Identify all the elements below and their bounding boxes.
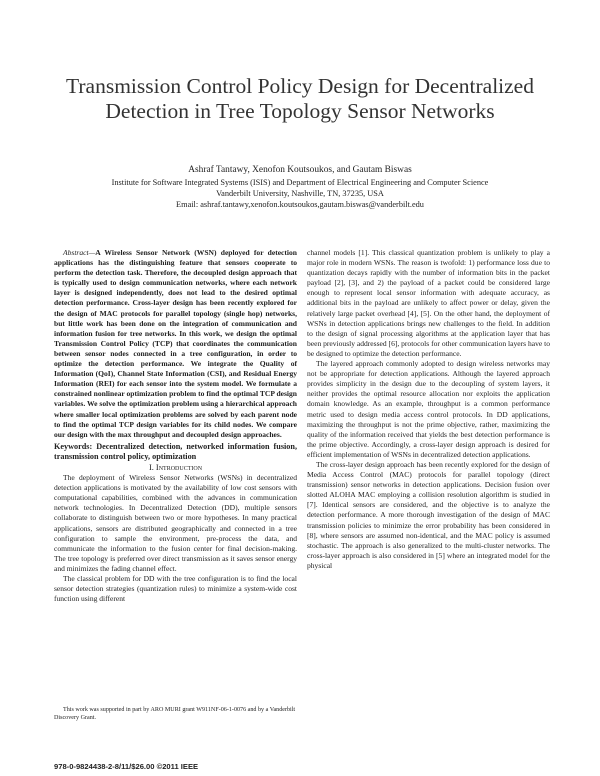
body-paragraph: The layered approach commonly adopted to design wireless networks may not be appropriate for detection applications. Although the layered approach provides simplicity in the design due to the decoupling of system layers, it neither provides the optimal resource allocation nor exploits the application domain knowledge. As an example, throughput is a common performance metric used to design media access control protocols. In DD applications, maximizing the throughput is not the prime objective, rather, maximizing the quality of the information received that yields the best detection performance is the prime objective. Accordingly, a cross-layer design approach is desired for efficient implementation of WSNs in decentralized detection applications. — [307, 359, 550, 459]
affiliation-block — [40, 177, 560, 210]
email: Email: ashraf.tantawy,xenofon.koutsoukos,gautam.biswas@vanderbilt.edu — [176, 200, 424, 209]
abstract: Abstract—A Wireless Sensor Network (WSN) deployed for detection applications has the distinguishing feature that sensors cooperate to perform the detection task. Therefore, the decoupled design approach that is typically used to design communication networks, where each network layer is designed independently, does not lead to the desired optimal detection performance. Cross-layer design has been recently explored for the design of MAC protocols for parallel topology (single hop) networks, but little work has been done on the integration of communication and information fusion for tree networks. In this work, we design the optimal Transmission Control Policy (TCP) that coordinates the communication between sensor nodes connected in a tree configuration, in order to optimize the detection performance. We integrate the Quality of Information (QoI), Channel State Information (CSI), and Residual Energy Information (REI) for each sensor into the system model. We formulate a constrained nonlinear optimization problem to find the optimal TCP design variables. We solve the optimization problem using a hierarchical approach where smaller local optimization problems are solved by each parent node to find the optimal TCP design variables for its child nodes. We compare our design with the max throughput and decoupled design approaches. — [54, 248, 297, 439]
body-paragraph: The deployment of Wireless Sensor Networks (WSNs) in decentralized detection applications is motivated by the availability of low cost sensors with computational capabilities, combined with the advances in communication network technologies. In Decentralized Detection (DD), multiple sensors collaborate to distinguish between two or more hypotheses. In many practical applications, sensors are distributed geographically and connected in a tree configuration to sample the environment, pre-process the data, and communicate the information to the fusion center for final decision-making. The tree topology is preferred over direct transmission as it saves sensor energy and minimizes the fading channel effect. — [54, 473, 297, 573]
copyright-footer: 978-0-9824438-2-8/11/$26.00 ©2011 IEEE — [54, 762, 199, 771]
abstract-lead: Abstract — [63, 248, 89, 257]
body-paragraph: The classical problem for DD with the tree configuration is to find the local sensor detection strategies (quantization rules) to minimize a system-wide cost function using different — [54, 574, 297, 604]
right-column — [307, 248, 550, 571]
body-paragraph: channel models [1]. This classical quantization problem is unlikely to play a major role in modern WSNs. The reason is twofold: 1) performance loss due to quantization decays rapidly with the number of information bits in the packet payload [2], [3], and 2) the payload of a packet could be considered large enough to represent local sensor information with adequate accuracy, as additional bits in the payload are unlikely to affect power or delay, given the relatively large packet overhead [4], [5]. On the other hand, the deployment of WSNs in detection applications brings new challenges to the field. In addition to the design of signal processing algorithms at the application layer that has been previously addressed [6], protocols for other communication layers have to be designed to optimize the detection performance. — [307, 248, 550, 358]
author-list: Ashraf Tantawy, Xenofon Koutsoukos, and Gautam Biswas — [188, 165, 412, 175]
footnote: This work was supported in part by ARO MURI grant W911NF-06-1-0076 and by a Vanderbilt Discovery Grant. — [54, 707, 296, 721]
body-paragraph: The cross-layer design approach has been recently explored for the design of Media Access Control (MAC) protocols for parallel topology (direct transmission) sensor networks in detection applications. Decision fusion over slotted ALOHA MAC employing a collision resolution algorithm is studied in [7]. Identical sensors are considered, and the objective is to analyze the detection performance. A more thorough investigation of the design of MAC transmission policies to minimize the error probability has been considered in [8], where sensors are assumed non-identical, and the MAC policy is assumed stochastic. The approach is also generalized to the multi-cluster networks. The cross-layer approach is also considered in [5] where an integrated model for the physical — [307, 459, 550, 570]
keywords: Keywords: Decentralized detection, networked information fusion, transmission control policy, optimization — [54, 441, 297, 462]
abstract-text: A Wireless Sensor Network (WSN) deployed for detection applications has the distinguishing feature that sensors cooperate to perform the detection task. Therefore, the decoupled design approach that is typically used to design communication networks, where each network layer is designed independently, does not lead to the desired optimal detection performance. Cross-layer design has been recently explored for the design of MAC protocols for parallel topology (single hop) networks, but little work has been done on the integration of communication and information fusion for tree networks. In this work, we design the optimal Transmission Control Policy (TCP) that coordinates the communication between sensor nodes connected in a tree configuration, in order to optimize the detection performance. We integrate the Quality of Information (QoI), Channel State Information (CSI), and Residual Energy Information (REI) for each sensor into the system model. We formulate a constrained nonlinear optimization problem to find the optimal TCP design variables. We solve the optimization problem using a hierarchical approach where smaller local optimization problems are solved by each parent node to find the optimal TCP design variables for its child nodes. We compare our design with the max throughput and decoupled design approaches. — [54, 248, 297, 439]
affiliation: Institute for Software Integrated Systems (ISIS) and Department of Electrical Engineering and Computer Science — [111, 178, 489, 187]
left-column — [54, 248, 297, 604]
paper-title: Transmission Control Policy Design for Decentralized Detection in Tree Topology Sensor Networks — [66, 74, 534, 123]
section-heading: I. Introduction — [148, 462, 203, 472]
address: Vanderbilt University, Nashville, TN, 37235, USA — [216, 189, 384, 198]
